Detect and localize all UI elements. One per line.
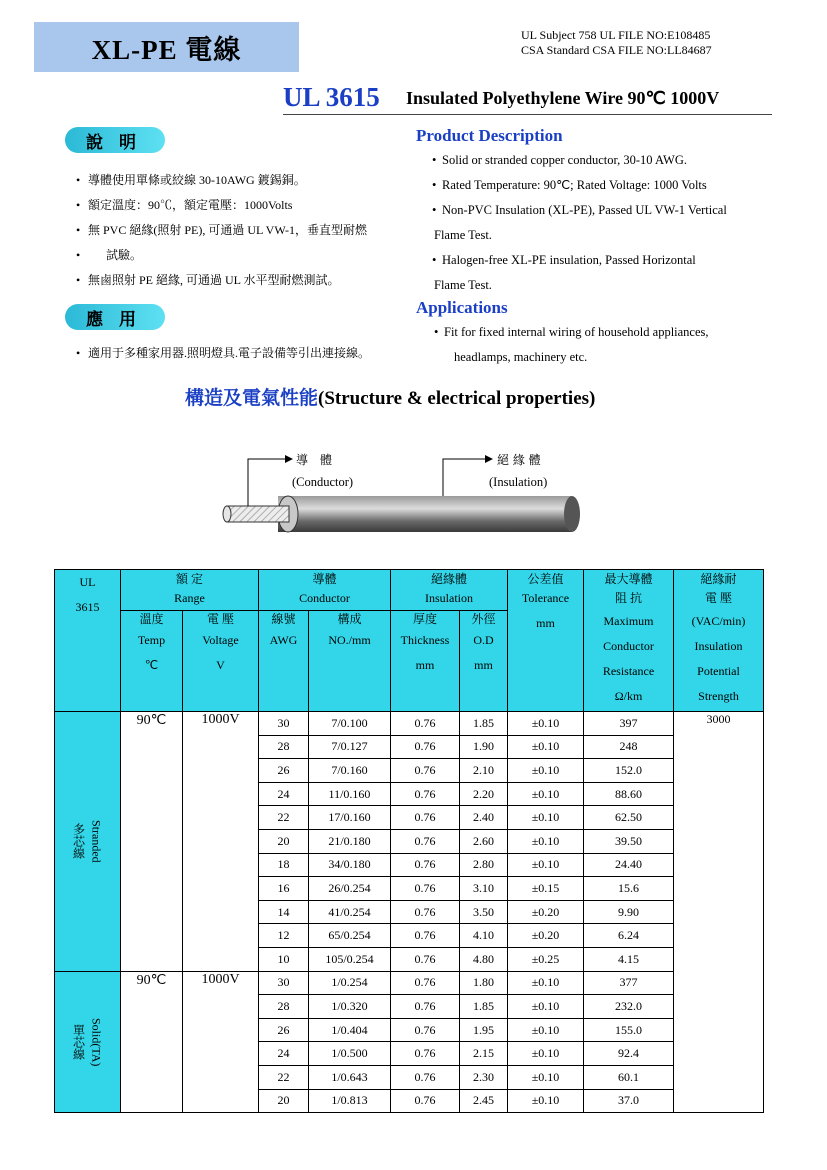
- table-cell: 92.4: [584, 1042, 674, 1066]
- group-label-cell: [55, 712, 121, 972]
- table-cell: 7/0.127: [309, 735, 391, 759]
- table-cell: ±0.15: [508, 877, 584, 901]
- table-cell: 1.85: [460, 995, 508, 1019]
- table-cell: 65/0.254: [309, 924, 391, 948]
- group-label-cn: 多芯線: [71, 823, 86, 860]
- table-cell: 62.50: [584, 806, 674, 830]
- thickness-header-cell: 厚度 Thickness mm: [391, 611, 460, 712]
- model-header-cell: UL 3615: [55, 570, 121, 712]
- resistance-header-cell: 最大導體 阻 抗 Maximum Conductor Resistance Ω/km: [584, 570, 674, 712]
- table-cell: 0.76: [391, 924, 460, 948]
- table-cell: 21/0.180: [309, 829, 391, 853]
- table-cell: ±0.10: [508, 853, 584, 877]
- table-cell: ±0.20: [508, 924, 584, 948]
- list-item: • Rated Temperature: 90℃; Rated Voltage: 1000 Volts: [432, 173, 772, 198]
- table-cell: 1/0.643: [309, 1065, 391, 1089]
- list-item: • 無 PVC 絕緣(照射 PE), 可通過 UL VW-1，垂直型耐燃: [76, 218, 416, 243]
- table-cell: 0.76: [391, 712, 460, 736]
- description-cn-list: [76, 168, 416, 293]
- table-cell: ±0.10: [508, 1089, 584, 1113]
- table-cell: 11/0.160: [309, 782, 391, 806]
- table-cell: 10: [259, 947, 309, 971]
- table-cell: 0.76: [391, 971, 460, 995]
- conductor-label-cn: 導 體: [296, 453, 333, 467]
- table-cell: 0.76: [391, 1018, 460, 1042]
- table-cell: ±0.10: [508, 1018, 584, 1042]
- table-cell: 2.30: [460, 1065, 508, 1089]
- group-label-cell: [55, 971, 121, 1113]
- table-cell: 12: [259, 924, 309, 948]
- list-item: • Halogen-free XL-PE insulation, Passed Horizontal: [432, 248, 772, 273]
- table-cell: ±0.10: [508, 735, 584, 759]
- table-cell: 7/0.100: [309, 712, 391, 736]
- table-cell: 18: [259, 853, 309, 877]
- table-cell: ±0.10: [508, 759, 584, 783]
- list-item: • Solid or stranded copper conductor, 30-10 AWG.: [432, 148, 772, 173]
- ul-file-info: UL Subject 758 UL FILE NO:E108485: [521, 28, 711, 42]
- table-cell: 0.76: [391, 829, 460, 853]
- list-item: • 導體使用單條或絞線 30-10AWG 鍍錫銅。: [76, 168, 416, 193]
- product-title: XL-PE 電線: [34, 22, 299, 72]
- table-cell: 0.76: [391, 1065, 460, 1089]
- header-row-1: [55, 570, 764, 611]
- description-en-heading: Product Description: [416, 126, 563, 145]
- table-cell: 20: [259, 829, 309, 853]
- awg-header-cell: 線號 AWG: [259, 611, 309, 712]
- insulation-label-cn: 絕 緣 體: [497, 453, 541, 467]
- table-cell: 22: [259, 806, 309, 830]
- table-cell: 17/0.160: [309, 806, 391, 830]
- table-cell: 1.95: [460, 1018, 508, 1042]
- construction-header-cell: 構成 NO./mm: [309, 611, 391, 712]
- model-number: UL 3615: [283, 82, 380, 112]
- table-cell: 20: [259, 1089, 309, 1113]
- table-cell: 0.76: [391, 806, 460, 830]
- od-header-cell: 外徑 O.D mm: [460, 611, 508, 712]
- table-cell: ±0.10: [508, 1042, 584, 1066]
- table-cell: 26: [259, 1018, 309, 1042]
- group-voltage-cell: 1000V: [183, 712, 259, 972]
- table-cell: 155.0: [584, 1018, 674, 1042]
- table-cell: 0.76: [391, 877, 460, 901]
- table-cell: 4.10: [460, 924, 508, 948]
- table-cell: 7/0.160: [309, 759, 391, 783]
- list-item-continuation: Flame Test.: [434, 228, 492, 242]
- table-cell: 1/0.254: [309, 971, 391, 995]
- table-cell: ±0.10: [508, 971, 584, 995]
- table-cell: 24: [259, 1042, 309, 1066]
- table-cell: 2.45: [460, 1089, 508, 1113]
- structure-heading-en: (Structure & electrical properties): [318, 388, 596, 409]
- group-label-cn: 單芯線: [71, 1023, 86, 1060]
- spec-table: [54, 569, 764, 1113]
- table-cell: 0.76: [391, 947, 460, 971]
- table-cell: 0.76: [391, 995, 460, 1019]
- table-cell: 39.50: [584, 829, 674, 853]
- conductor-label-en: (Conductor): [292, 475, 354, 489]
- product-subtitle: Insulated Polyethylene Wire 90℃ 1000V: [406, 88, 720, 108]
- table-cell: 397: [584, 712, 674, 736]
- application-cn-heading: 應用: [65, 304, 165, 330]
- table-cell: 232.0: [584, 995, 674, 1019]
- description-en-list: [432, 148, 772, 298]
- list-item: • 額定溫度：90℃，額定電壓：1000Volts: [76, 193, 416, 218]
- table-cell: 4.15: [584, 947, 674, 971]
- table-cell: 14: [259, 900, 309, 924]
- table-cell: ±0.10: [508, 995, 584, 1019]
- strength-header-cell: 絕緣耐 電 壓 (VAC/min) Insulation Potential Strength: [674, 570, 764, 712]
- table-cell: 2.15: [460, 1042, 508, 1066]
- table-cell: ±0.10: [508, 806, 584, 830]
- list-item-continuation: • 試驗。: [76, 243, 416, 268]
- table-cell: 1.85: [460, 712, 508, 736]
- application-en-heading: Applications: [416, 298, 508, 317]
- insulation-shape: [278, 496, 580, 532]
- table-cell: 1/0.500: [309, 1042, 391, 1066]
- insulation-header-cell: 絕緣體 Insulation: [391, 570, 508, 611]
- table-cell: 26/0.254: [309, 877, 391, 901]
- table-cell: 3.50: [460, 900, 508, 924]
- csa-file-info: CSA Standard CSA FILE NO:LL84687: [521, 43, 712, 57]
- table-cell: 0.76: [391, 1089, 460, 1113]
- range-header-cell: 額 定 Range: [121, 570, 259, 611]
- structure-heading: [185, 383, 595, 410]
- table-cell: 28: [259, 995, 309, 1019]
- table-cell: 16: [259, 877, 309, 901]
- conductor-shape: [223, 506, 289, 522]
- table-cell: 60.1: [584, 1065, 674, 1089]
- table-cell: 1.80: [460, 971, 508, 995]
- table-cell: 0.76: [391, 735, 460, 759]
- table-row: [55, 971, 764, 995]
- table-cell: 0.76: [391, 900, 460, 924]
- table-cell: 9.90: [584, 900, 674, 924]
- table-cell: 30: [259, 712, 309, 736]
- table-cell: 88.60: [584, 782, 674, 806]
- table-cell: ±0.25: [508, 947, 584, 971]
- table-cell: 105/0.254: [309, 947, 391, 971]
- table-cell: 2.80: [460, 853, 508, 877]
- table-cell: 24.40: [584, 853, 674, 877]
- list-item: • 無鹵照射 PE 絕緣, 可通過 UL 水平型耐燃測試。: [76, 268, 416, 293]
- table-row: [55, 712, 764, 736]
- table-cell: 6.24: [584, 924, 674, 948]
- tolerance-header-cell: 公差值 Tolerance mm: [508, 570, 584, 712]
- table-cell: 0.76: [391, 782, 460, 806]
- group-label-en: Solid(TA): [89, 1017, 104, 1066]
- table-cell: 15.6: [584, 877, 674, 901]
- table-cell: 2.10: [460, 759, 508, 783]
- table-cell: 3.10: [460, 877, 508, 901]
- table-cell: 26: [259, 759, 309, 783]
- table-cell: ±0.10: [508, 712, 584, 736]
- table-cell: 4.80: [460, 947, 508, 971]
- list-item: • Non-PVC Insulation (XL-PE), Passed UL VW-1 Vertical: [432, 198, 772, 223]
- table-cell: 2.60: [460, 829, 508, 853]
- table-cell: 41/0.254: [309, 900, 391, 924]
- table-cell: ±0.10: [508, 1065, 584, 1089]
- table-cell: 34/0.180: [309, 853, 391, 877]
- table-cell: 1/0.813: [309, 1089, 391, 1113]
- list-item-continuation: Flame Test.: [434, 278, 492, 292]
- table-cell: 24: [259, 782, 309, 806]
- table-cell: 0.76: [391, 759, 460, 783]
- table-cell: 377: [584, 971, 674, 995]
- table-cell: 2.40: [460, 806, 508, 830]
- application-en-list: [434, 320, 774, 370]
- voltage-header-cell: 電 壓 Voltage V: [183, 611, 259, 712]
- list-item: • Fit for fixed internal wiring of household appliances,: [434, 320, 774, 345]
- table-cell: 1/0.320: [309, 995, 391, 1019]
- table-cell: 0.76: [391, 853, 460, 877]
- insulation-pointer: [443, 459, 485, 496]
- table-cell: 2.20: [460, 782, 508, 806]
- conductor-header-cell: 導體 Conductor: [259, 570, 391, 611]
- table-cell: ±0.10: [508, 782, 584, 806]
- group-label-en: Stranded: [89, 819, 104, 863]
- table-cell: 37.0: [584, 1089, 674, 1113]
- table-cell: ±0.20: [508, 900, 584, 924]
- table-cell: ±0.10: [508, 829, 584, 853]
- list-item: • 適用于多種家用器.照明燈具.電子設備等引出連接線。: [76, 341, 416, 366]
- temp-header-cell: 溫度 Temp ℃: [121, 611, 183, 712]
- table-cell: 0.76: [391, 1042, 460, 1066]
- insulation-label-en: (Insulation): [489, 475, 548, 489]
- title-divider: [283, 114, 772, 115]
- application-cn-list: [76, 341, 416, 366]
- table-cell: 1.90: [460, 735, 508, 759]
- table-cell: 28: [259, 735, 309, 759]
- structure-heading-cn: 構造及電氣性能: [185, 387, 319, 409]
- table-cell: 30: [259, 971, 309, 995]
- table-cell: 152.0: [584, 759, 674, 783]
- group-temp-cell: 90℃: [121, 712, 183, 972]
- table-cell: 1/0.404: [309, 1018, 391, 1042]
- table-cell: 22: [259, 1065, 309, 1089]
- group-voltage-cell: 1000V: [183, 971, 259, 1113]
- description-cn-heading: 說明: [65, 127, 165, 153]
- strength-value-cell: 3000: [674, 712, 764, 1113]
- table-cell: 248: [584, 735, 674, 759]
- list-item-continuation: headlamps, machinery etc.: [454, 350, 588, 364]
- group-temp-cell: 90℃: [121, 971, 183, 1113]
